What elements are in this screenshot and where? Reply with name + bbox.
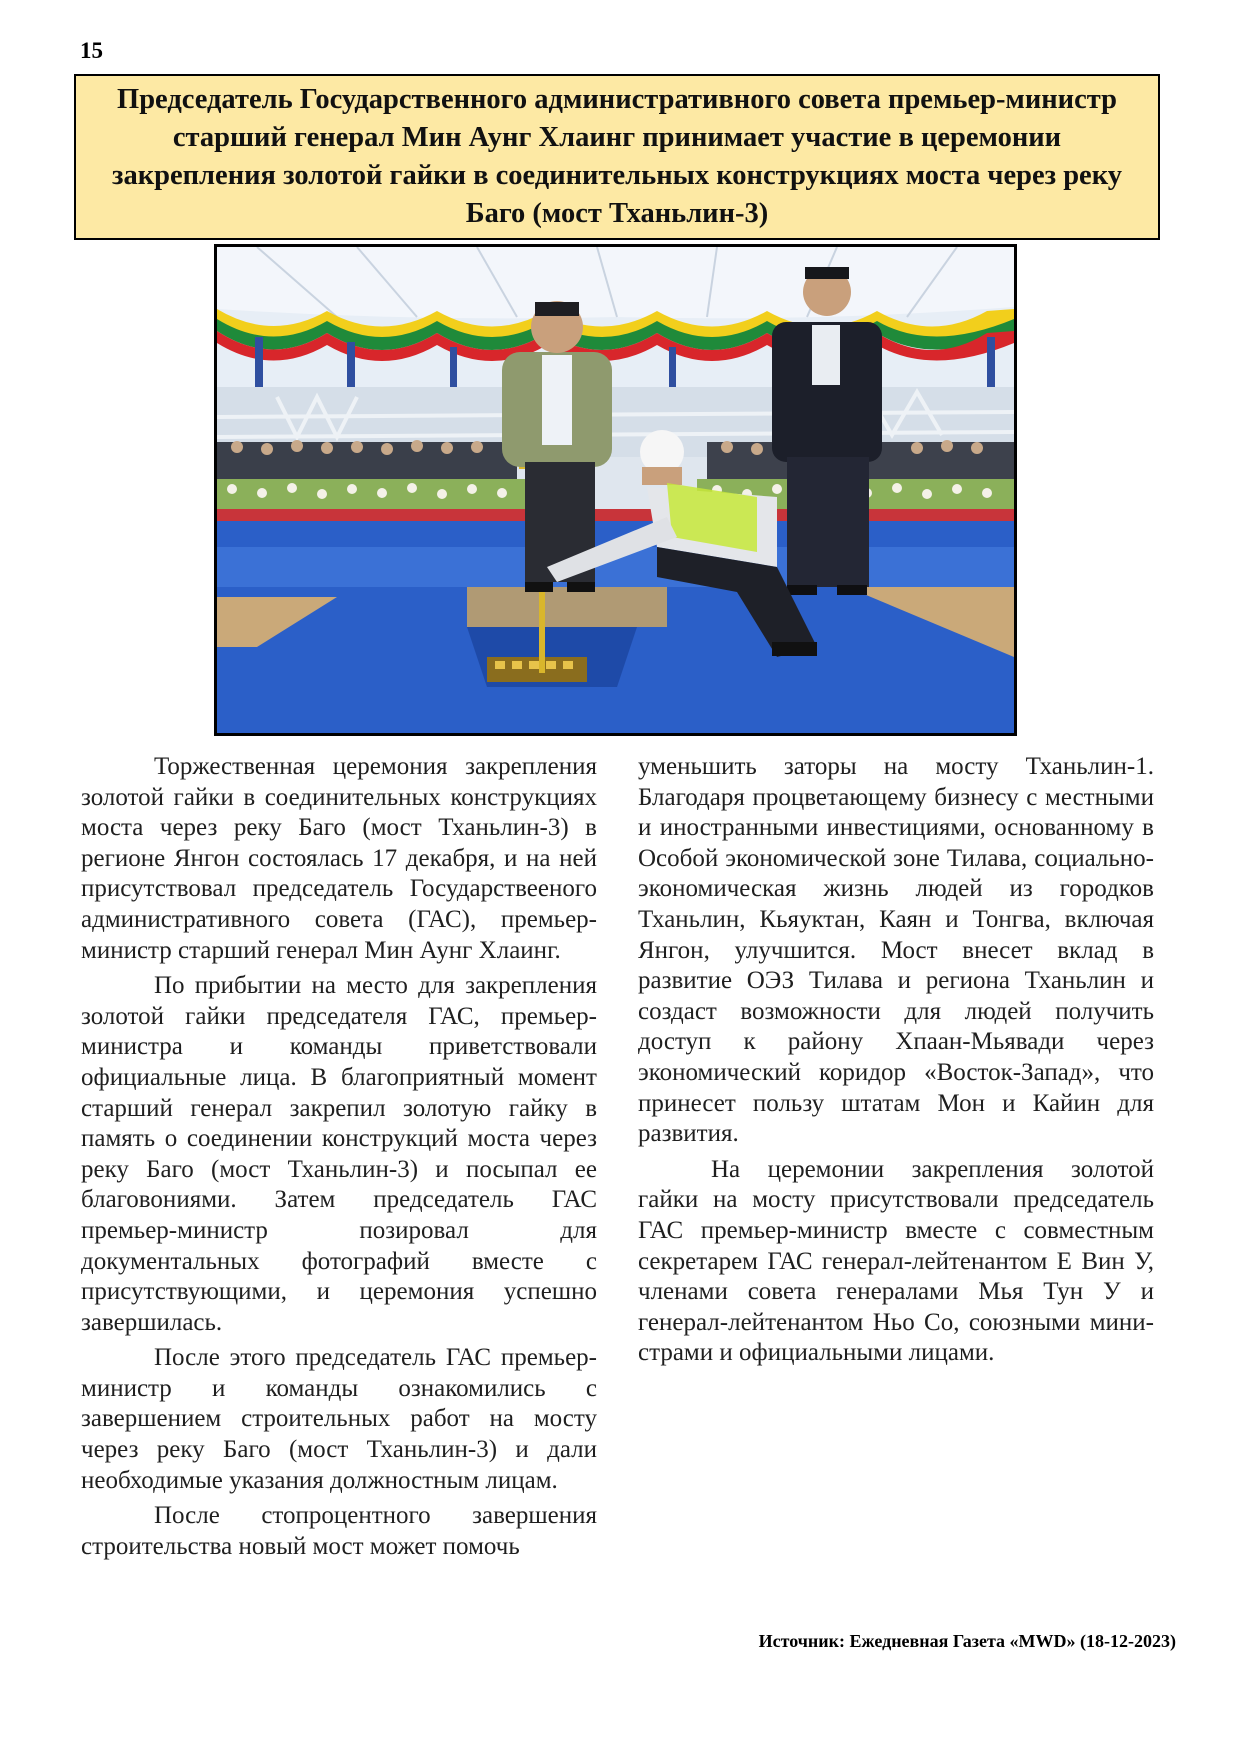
paragraph: После стопроцентного завершения строительства новый мост может помочь [81,1502,597,1560]
paragraph-continued: уменьшить заторы на мосту Тханьлин-1. Благодаря процветающему бизнесу с местными и иностранными инвестициями, основанному в Особой экономической зоне Тилава, социально-экономическая жизнь людей из городков Тханьлин, Кьяуктан, Каян и Тонгва, включая Янгон, улучшится. Мост внесет вклад в развитие ОЭЗ Тилава и региона Тханьлин и создаст возможности для людей получить доступ к району Хпаан-Мьявади через экономический коридор «Восток-Запад», что принесет пользу штатам Мон и Кайин для развития. [638,753,1154,1148]
paragraph: По прибытии на место для закрепления золотой гайки председателя ГАС, премьер-министра и команды приветствовали официальные лица. В благоприятный момент старший генерал закрепил золотую гайку в память о соединении конструкций моста через реку Баго (мост Тханьлин-3) и посыпал ее благовониями. Затем председатель ГАС премьер-министр позировал для документальных фотографий вместе с присутствующими, и церемония успешно завершилась. [81,972,597,1336]
article-column-right [638,752,1154,1374]
source-credit: Источник: Ежедневная Газета «MWD» (18-12-2023) [758,1631,1176,1651]
ceremony-photo [214,244,1017,736]
page-number: 15 [80,38,103,63]
paragraph: На церемонии закрепления золотой гайки на мосту присутствовали председатель ГАС премьер-министр вместе с совместным секретарем ГАС генерал-лейтенантом Е Вин У, членами совета генералами Мья Тун У и генерал-лейтенантом Ньо Со, союзными министрами и официальными лицами. [638,1155,1154,1367]
ceremony-photo-icon [217,247,1014,733]
paragraph: После этого председатель ГАС премьер-министр и команды ознакомились с завершением строительных работ на мосту через реку Баго (мост Тханьлин-3) и дали необходимые указания должностным лицам. [81,1344,597,1494]
paragraph: Торжественная церемония закрепления золотой гайки в соединительных конструкциях моста через реку Баго (мост Тханьлин-3) в регионе Янгон состоялась 17 декабря, и на ней присутствовал председатель Государствееного административного совета (ГАС), премьер-министр старший генерал Мин Аунг Хлаинг. [81,753,597,964]
article-title: Председатель Государственного административного совета премьер-министр старший генерал Мин Аунг Хлаинг принимает участие в церемонии закрепления золотой гайки в соединительных конструкциях моста через реку Баго (мост Тханьлин-3) [112,84,1122,229]
title-box [74,74,1160,240]
article-column-left [81,752,597,1567]
